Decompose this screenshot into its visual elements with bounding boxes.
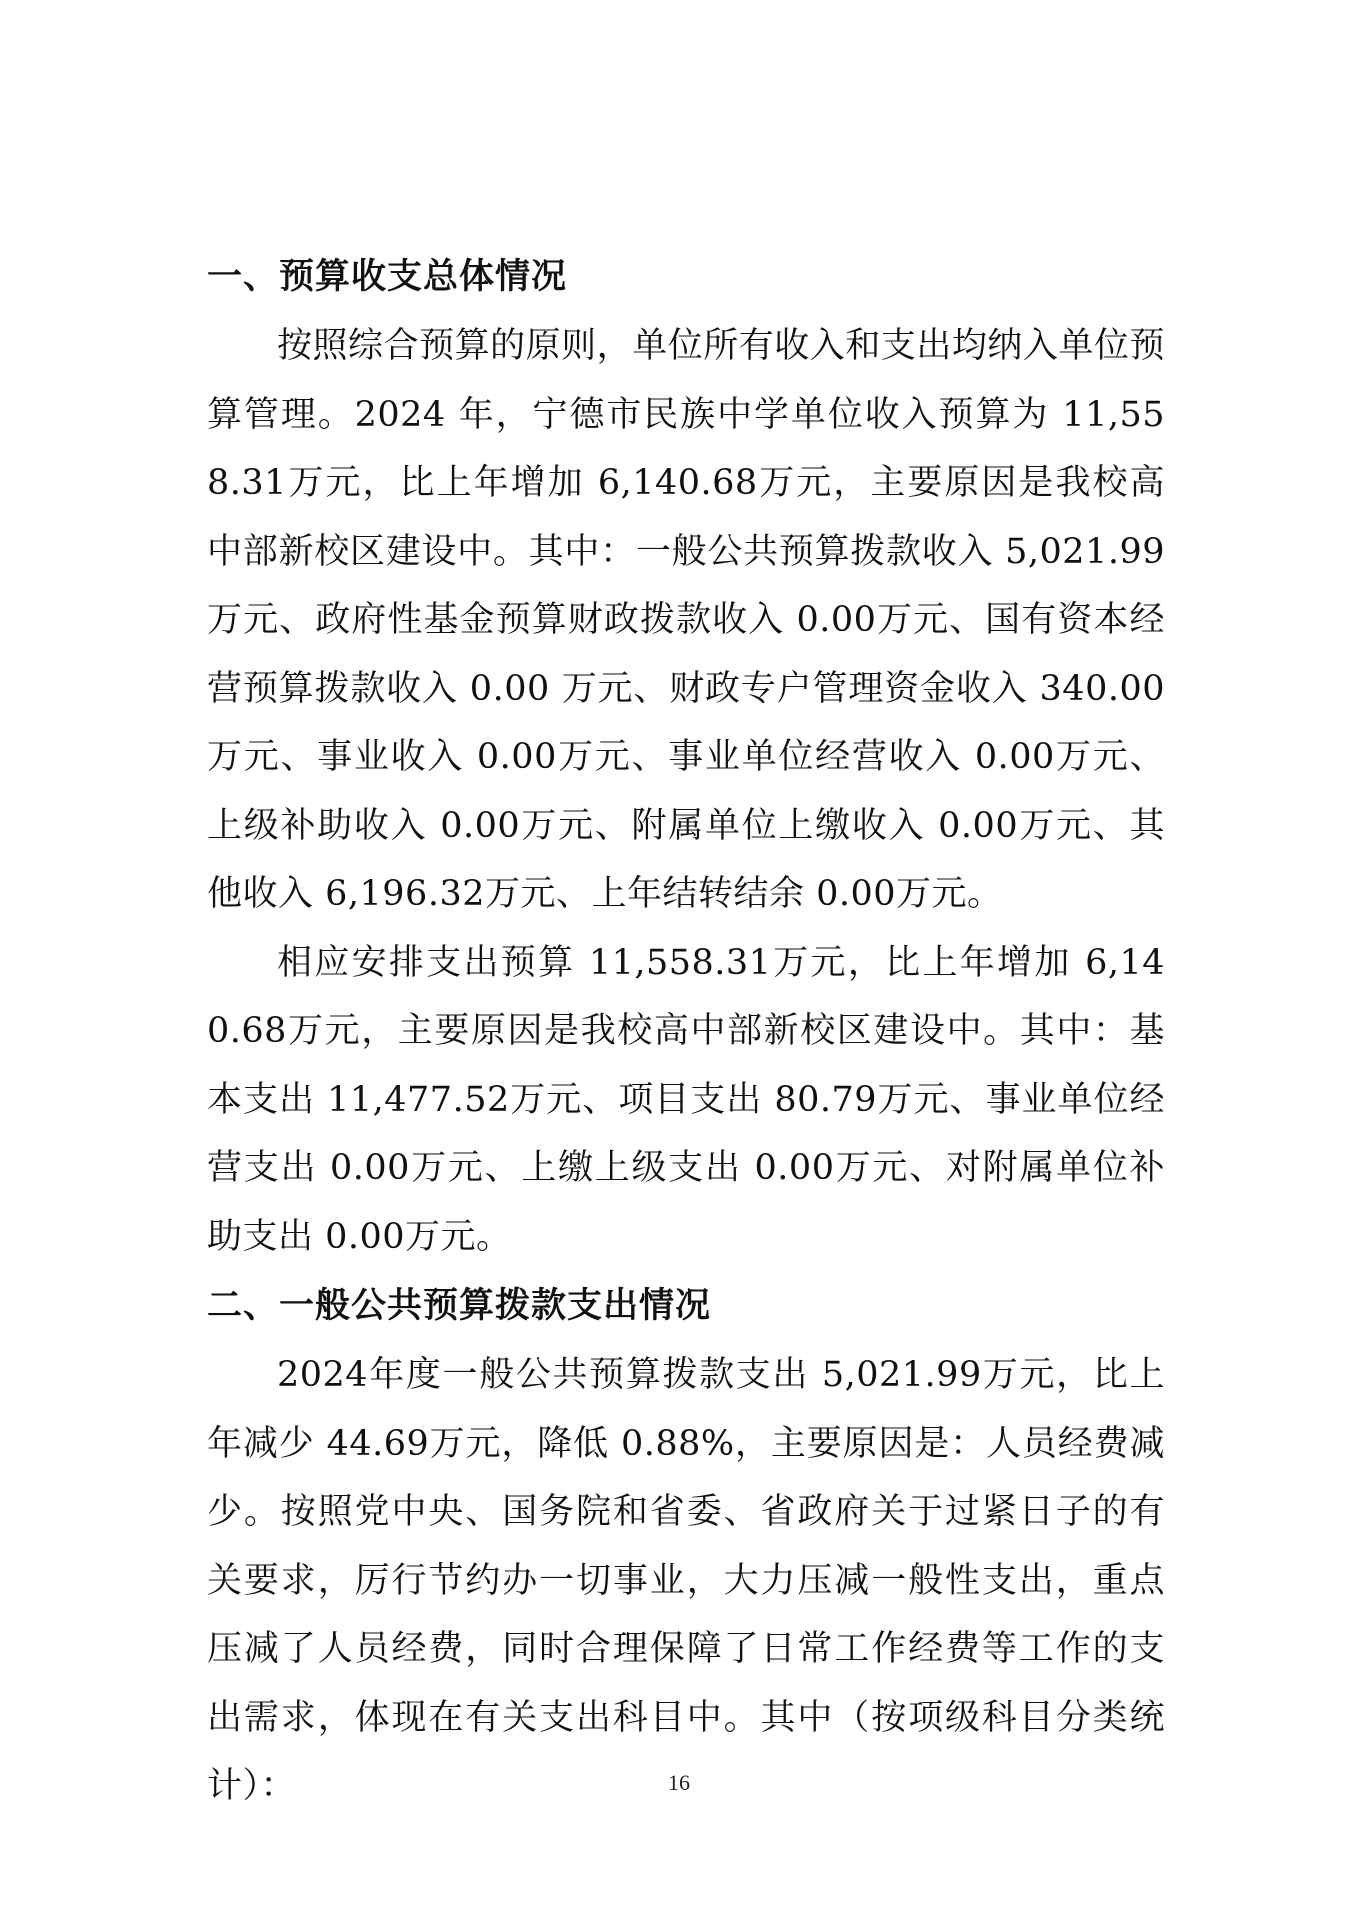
paragraph-expenditure-budget: 相应安排支出预算 11,558.31万元，比上年增加 6,140.68万元，主要原因是我校高中部新校区建设中。其中：基本支出 11,477.52万元、项目支出 80.79万元、事业单位经营支出 0.00万元、上缴上级支出 0.00万元、对附属单位补助支出 0.00万元。 [207, 942, 1165, 1257]
page-content [207, 242, 1165, 1821]
section-heading-budget-overview: 一、预算收支总体情况 [207, 257, 568, 297]
paragraph-public-budget-expenditure: 2024年度一般公共预算拨款支出 5,021.99万元，比上年减少 44.69万元，降低 0.88%，主要原因是：人员经费减少。按照党中央、国务院和省委、省政府关于过紧日子的有关要求，厉行节约办一切事业，大力压减一般性支出，重点压减了人员经费，同时合理保障了日常工作经费等工作的支出需求，体现在有关支出科目中。其中（按项级科目分类统计）： [207, 1355, 1165, 1806]
section-heading-public-budget-expenditure: 二、一般公共预算拨款支出情况 [207, 1286, 712, 1326]
page-number: 16 [668, 1770, 690, 1795]
paragraph-income-budget: 按照综合预算的原则，单位所有收入和支出均纳入单位预算管理。2024 年，宁德市民族中学单位收入预算为 11,558.31万元，比上年增加 6,140.68万元，主要原因是我校高中部新校区建设中。其中：一般公共预算拨款收入 5,021.99万元、政府性基金预算财政拨款收入 0.00万元、国有资本经营预算拨款收入 0.00 万元、财政专户管理资金收入 340.00万元、事业收入 0.00万元、事业单位经营收入 0.00万元、上级补助收入 0.00万元、附属单位上缴收入 0.00万元、其他收入 6,196.32万元、上年结转结余 0.00万元。 [207, 326, 1165, 914]
